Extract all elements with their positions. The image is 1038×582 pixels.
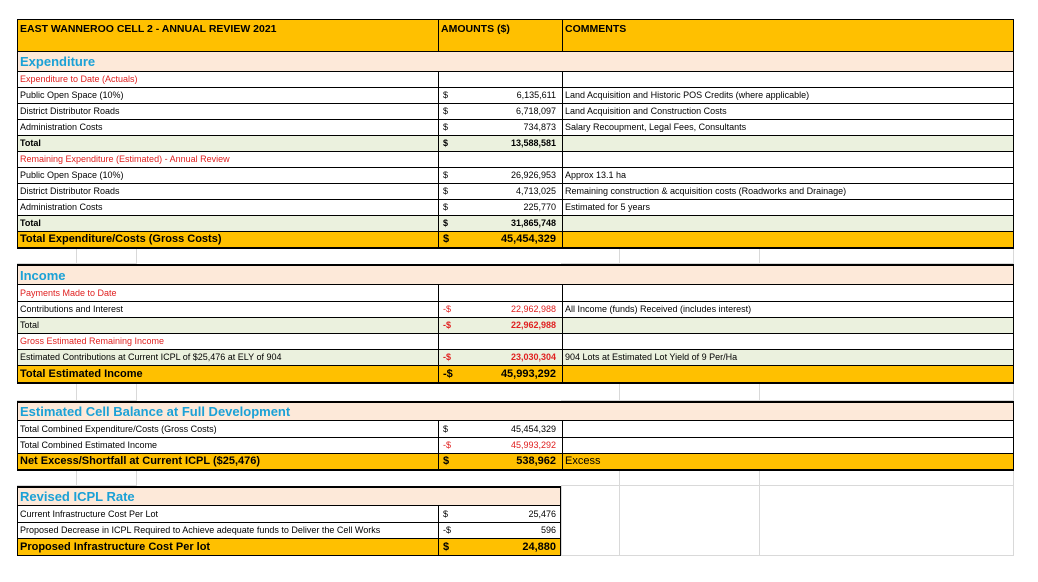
- row-label: Total Expenditure/Costs (Gross Costs): [20, 233, 222, 245]
- grid-cell: [561, 486, 620, 556]
- currency: $: [443, 170, 449, 180]
- grid-cell: [760, 384, 1014, 401]
- gross-subheading: Gross Estimated Remaining Income: [20, 336, 165, 346]
- grid-cell: [17, 384, 77, 401]
- comments-column-header: COMMENTS: [562, 20, 1015, 51]
- amount: 225,770: [523, 202, 556, 212]
- actuals-subheading-row: [17, 71, 1014, 88]
- subtotal-row: [17, 318, 1014, 334]
- currency: -$: [443, 440, 452, 450]
- table-row: [17, 302, 1014, 318]
- row-label: Current Infrastructure Cost Per Lot: [20, 508, 159, 519]
- amount: 4,713,025: [515, 186, 556, 196]
- row-label: Total Estimated Income: [20, 367, 143, 380]
- remaining-subheading: Remaining Expenditure (Estimated) - Annual Review: [20, 154, 230, 164]
- amount: 596: [540, 525, 556, 535]
- icpl-heading: Revised ICPL Rate: [20, 489, 135, 504]
- table-row: [17, 438, 1014, 454]
- amount: 13,588,581: [510, 138, 556, 148]
- row-label: Total Combined Estimated Income: [20, 440, 158, 450]
- expenditure-heading: Expenditure: [20, 54, 96, 69]
- grid-cell: [620, 486, 760, 556]
- comment: 904 Lots at Estimated Lot Yield of 9 Per/Ha: [562, 350, 1015, 365]
- subtotal-row: [17, 136, 1014, 152]
- balance-heading: Estimated Cell Balance at Full Development: [20, 404, 291, 419]
- currency: -$: [443, 367, 453, 380]
- row-label: Net Excess/Shortfall at Current ICPL ($25,476): [20, 455, 261, 467]
- sheet-title: EAST WANNEROO CELL 2 - ANNUAL REVIEW 2021: [20, 23, 277, 35]
- amount: 23,030,304: [510, 352, 556, 362]
- grid-cell: [17, 248, 77, 264]
- income-heading: Income: [20, 267, 66, 283]
- row-label: Total: [20, 320, 40, 330]
- amount: 25,476: [528, 508, 556, 519]
- grid-cell: [620, 470, 760, 486]
- currency: $: [443, 122, 449, 132]
- amount: 24,880: [522, 540, 556, 553]
- grid-cell: [17, 470, 77, 486]
- grand-total-row: [17, 232, 1014, 249]
- payments-subheading: Payments Made to Date: [20, 287, 117, 298]
- currency: $: [443, 233, 450, 245]
- table-row: [17, 88, 1014, 104]
- grid-cell: [561, 384, 620, 401]
- row-label: Public Open Space (10%): [20, 90, 124, 100]
- expenditure-section-heading: [17, 52, 1014, 71]
- row-label: Public Open Space (10%): [20, 170, 124, 180]
- currency: $: [443, 186, 449, 196]
- row-label: Administration Costs: [20, 202, 103, 212]
- currency: -$: [443, 304, 452, 314]
- grid-cell: [77, 248, 137, 264]
- row-label: District Distributor Roads: [20, 186, 120, 196]
- currency: $: [443, 138, 449, 148]
- grid-cell: [620, 384, 760, 401]
- comment: Land Acquisition and Historic POS Credits (where applicable): [562, 88, 1015, 103]
- remaining-subheading-row: [17, 152, 1014, 168]
- amount: 22,962,988: [510, 320, 556, 330]
- grid-cell: [760, 470, 1014, 486]
- comment: Estimated for 5 years: [562, 200, 1015, 215]
- payments-subheading-row: [17, 285, 1014, 302]
- amount: 734,873: [523, 122, 556, 132]
- grid-cell: [77, 470, 137, 486]
- comment: Approx 13.1 ha: [562, 168, 1015, 183]
- row-label: Total Combined Expenditure/Costs (Gross Costs): [20, 423, 217, 434]
- amount: 31,865,748: [510, 218, 556, 228]
- grand-total-row: [17, 366, 1014, 384]
- row-label: Total: [20, 138, 41, 148]
- comment: Land Acquisition and Construction Costs: [562, 104, 1015, 119]
- row-label: Proposed Decrease in ICPL Required to Achieve adequate funds to Deliver the Cell Works: [20, 525, 381, 535]
- grid-cell: [561, 470, 620, 486]
- currency: -$: [443, 525, 452, 535]
- table-row: [17, 523, 561, 539]
- amount: 6,135,611: [516, 90, 556, 100]
- row-label: Estimated Contributions at Current ICPL of $25,476 at ELY of 904: [20, 352, 282, 362]
- comment: Excess: [562, 454, 1015, 469]
- gross-subheading-row: [17, 334, 1014, 350]
- table-row: [17, 120, 1014, 136]
- row-label: Administration Costs: [20, 122, 103, 132]
- proposed-cost-row: [17, 539, 561, 556]
- row-label: Total: [20, 218, 41, 228]
- amount: 26,926,953: [510, 170, 556, 180]
- amount: 45,454,329: [500, 233, 556, 245]
- grid-cell: [77, 384, 137, 401]
- icpl-section-heading: [17, 486, 561, 506]
- grid-cell: [561, 248, 620, 264]
- row-label: Proposed Infrastructure Cost Per lot: [20, 540, 211, 553]
- actuals-subheading: Expenditure to Date (Actuals): [20, 74, 138, 84]
- amount: 45,993,292: [510, 440, 556, 450]
- currency: $: [443, 106, 449, 116]
- table-row: [17, 104, 1014, 120]
- table-row: [17, 350, 1014, 366]
- comment: Salary Recoupment, Legal Fees, Consultants: [562, 120, 1015, 135]
- currency: -$: [443, 320, 452, 330]
- table-row: [17, 421, 1014, 438]
- header-row: [17, 19, 1014, 52]
- table-row: [17, 200, 1014, 216]
- row-label: District Distributor Roads: [20, 106, 120, 116]
- currency: $: [443, 423, 449, 434]
- table-row: [17, 184, 1014, 200]
- grid-cell: [760, 486, 1014, 556]
- amount: 538,962: [516, 455, 556, 467]
- net-balance-row: [17, 454, 1014, 471]
- amounts-column-header: AMOUNTS ($): [438, 20, 562, 51]
- currency: $: [443, 508, 449, 519]
- currency: $: [443, 90, 449, 100]
- grid-cell: [620, 248, 760, 264]
- subtotal-row: [17, 216, 1014, 232]
- comment: Remaining construction & acquisition costs (Roadworks and Drainage): [562, 184, 1015, 199]
- income-section-heading: [17, 264, 1014, 285]
- currency: $: [443, 540, 450, 553]
- currency: $: [443, 218, 449, 228]
- comment: All Income (funds) Received (includes interest): [562, 302, 1015, 317]
- amount: 45,454,329: [510, 423, 556, 434]
- currency: $: [443, 202, 449, 212]
- amount: 22,962,988: [510, 304, 556, 314]
- amount: 45,993,292: [500, 367, 556, 380]
- currency: $: [443, 455, 450, 467]
- table-row: [17, 168, 1014, 184]
- table-row: [17, 506, 561, 523]
- row-label: Contributions and Interest: [20, 304, 124, 314]
- grid-cell: [760, 248, 1014, 264]
- amount: 6,718,097: [515, 106, 556, 116]
- balance-section-heading: [17, 401, 1014, 421]
- currency: -$: [443, 352, 452, 362]
